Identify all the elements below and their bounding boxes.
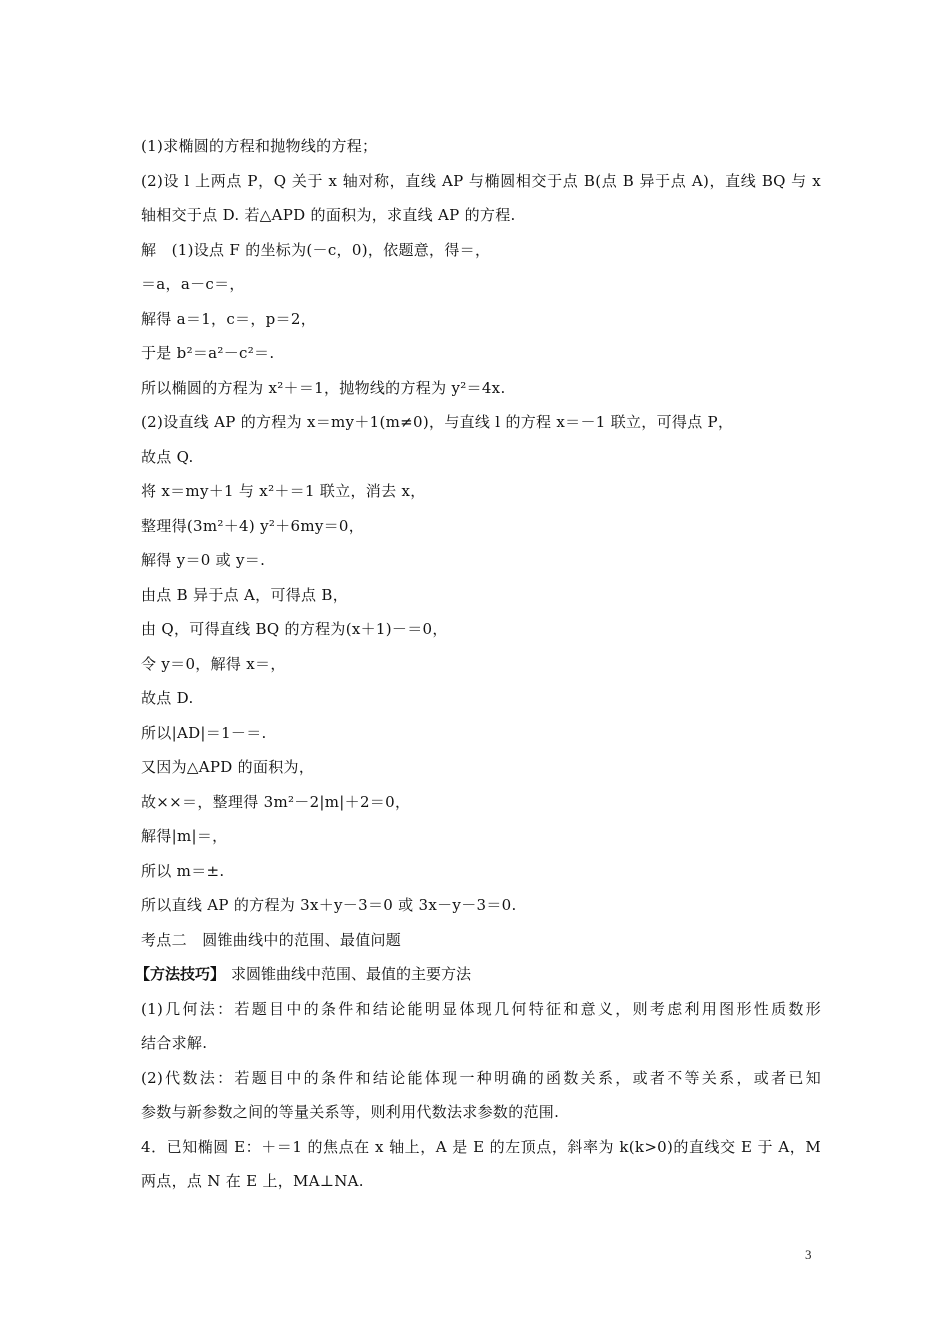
text-line: (2)设 l 上两点 P，Q 关于 x 轴对称，直线 AP 与椭圆相交于点 B(点 B 异于点 A)，直线 BQ 与 x bbox=[141, 171, 821, 190]
text-line: 解得 y＝0 或 y＝. bbox=[141, 551, 266, 569]
text-line: 整理得(3m²＋4) y²＋6my＝0， bbox=[141, 516, 365, 535]
text-line: 解得|m|＝， bbox=[141, 827, 228, 845]
section-heading: 考点二 圆锥曲线中的范围、最值问题 bbox=[141, 930, 402, 949]
text-line: 故点 D. bbox=[141, 689, 194, 707]
text-line: 由点 B 异于点 A，可得点 B， bbox=[141, 585, 349, 604]
text-line: 由 Q，可得直线 BQ 的方程为(x＋1)－＝0， bbox=[141, 620, 448, 638]
text-line: 所以椭圆的方程为 x²＋＝1，抛物线的方程为 y²＝4x. bbox=[141, 378, 506, 397]
text-line: 又因为△APD 的面积为， bbox=[141, 758, 315, 776]
text-line: 所以 m＝±. bbox=[141, 861, 225, 880]
text-line: (1)几何法：若题目中的条件和结论能明显体现几何特征和意义，则考虑利用图形性质数形 bbox=[141, 999, 821, 1018]
text-line: 所以直线 AP 的方程为 3x＋y－3＝0 或 3x－y－3＝0. bbox=[141, 896, 517, 914]
text-line: (2)代数法：若题目中的条件和结论能体现一种明确的函数关系，或者不等关系，或者已知 bbox=[141, 1068, 821, 1087]
text-line: (2)设直线 AP 的方程为 x＝my＋1(m≠0)，与直线 l 的方程 x＝－1 联立，可得点 P， bbox=[141, 413, 734, 431]
text-line: 两点，点 N 在 E 上，MA⊥NA. bbox=[141, 1172, 364, 1190]
method-heading bbox=[135, 957, 821, 992]
text-line: 令 y＝0，解得 x＝， bbox=[141, 654, 286, 673]
text-line: 解得 a＝1，c＝，p＝2， bbox=[141, 309, 317, 328]
page-content bbox=[135, 129, 821, 1199]
text-line: 轴相交于点 D. 若△APD 的面积为，求直线 AP 的方程. bbox=[141, 206, 516, 224]
text-line: 4．已知椭圆 E：＋＝1 的焦点在 x 轴上，A 是 E 的左顶点，斜率为 k(k>0)的直线交 E 于 A，M bbox=[141, 1137, 821, 1156]
text-line: 将 x＝my＋1 与 x²＋＝1 联立，消去 x， bbox=[141, 482, 426, 500]
method-tag: 【方法技巧】 bbox=[135, 965, 226, 983]
text-line: 于是 b²＝a²－c²＝. bbox=[141, 344, 275, 362]
text-line: 参数与新参数之间的等量关系等，则利用代数法求参数的范围. bbox=[141, 1103, 560, 1121]
text-line: 故点 Q. bbox=[141, 447, 194, 466]
text-line: 所以|AD|＝1－＝. bbox=[141, 723, 267, 742]
page-number: 3 bbox=[805, 1247, 812, 1262]
text-line: 解 (1)设点 F 的坐标为(－c，0)，依题意，得＝， bbox=[141, 240, 491, 259]
text-line: 结合求解. bbox=[141, 1034, 208, 1052]
method-title: 求圆锥曲线中范围、最值的主要方法 bbox=[231, 965, 472, 983]
text-line: 故××＝，整理得 3m²－2|m|＋2＝0， bbox=[141, 792, 411, 811]
text-line: (1)求椭圆的方程和抛物线的方程； bbox=[141, 137, 378, 155]
text-line: ＝a，a－c＝， bbox=[141, 275, 245, 293]
